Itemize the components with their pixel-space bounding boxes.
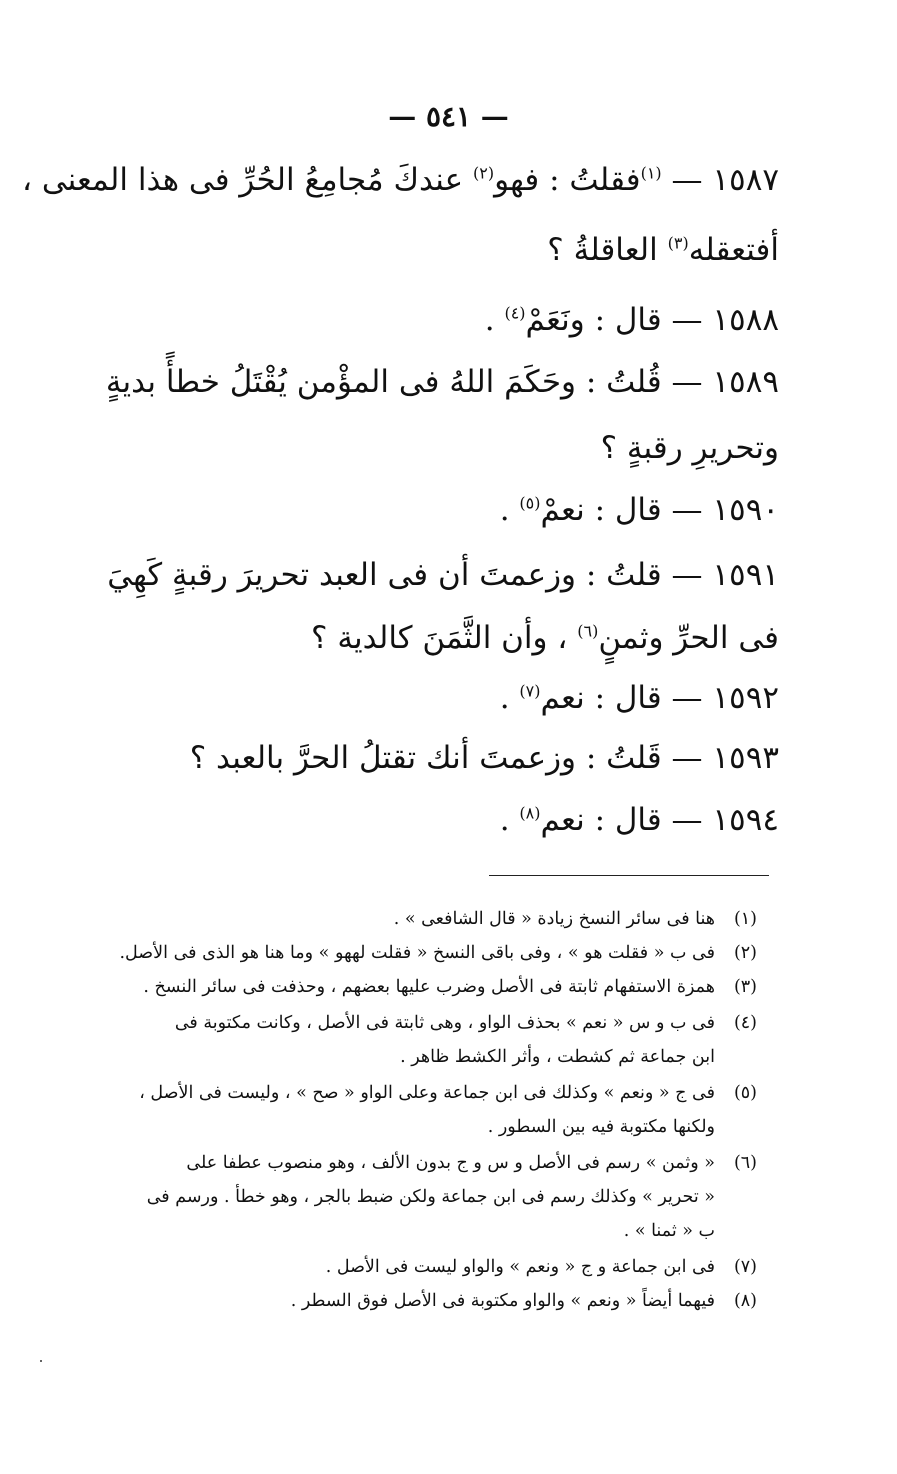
text-line: ١٥٩٣ — قَلتُ : وزعمتَ أنك تقتلُ الحرَّ بالعبد ؟ (189, 740, 779, 776)
footnote: (٧) فى ابن جماعة و ج « ونعم » والواو ليست فى الأصل . (325, 1257, 757, 1277)
scan-speck (40, 1360, 42, 1362)
page-number: — ٥٤١ — (388, 100, 509, 133)
footnote: (٣) همزة الاستفهام ثابتة فى الأصل وضرب عليها بعضهم ، وحذفت فى سائر النسخ . (143, 977, 757, 997)
text-line: ١٥٨٩ — قُلتُ : وحَكَمَ اللهُ فى المؤْمن يُقْتَلُ خطأً بديةٍ (105, 364, 779, 400)
footnote: (١) هنا فى سائر النسخ زيادة « قال الشافعى » . (393, 909, 757, 929)
text-line: ١٥٨٨ — قال : ونَعَمْ$^{(٤)}$ . (484, 302, 779, 338)
text-line: ١٥٩١ — قلتُ : وزعمتَ أن فى العبد تحريرَ رقبةٍ كَهِيَ (107, 557, 779, 593)
text-line: ١٥٩٤ — قال : نعم$^{(٨)}$ . (499, 802, 779, 838)
text-line: فى الحرِّ وثمنٍ$^{(٦)}$ ، وأن الثَّمَنَ كالدية ؟ (311, 620, 779, 656)
text-line: ١٥٩٠ — قال : نعمْ$^{(٥)}$ . (499, 492, 779, 528)
footnote: (٢) فى ب « فقلت هو » ، وفى باقى النسخ « فقلت لههو » وما هنا هو الذى فى الأصل. (119, 943, 757, 963)
text-line: أفتعقله$^{(٣)}$ العاقلةُ ؟ (547, 232, 779, 268)
text-line: ١٥٩٢ — قال : نعم$^{(٧)}$ . (499, 680, 779, 716)
footnote: (٦) « وثمن » رسم فى الأصل و س و ج بدون الألف ، وهو منصوب عطفا على « تحرير » وكذلك رسم فى ابن جماعة ولكن ضبط بالجر ، وهو خطأ . ورسم فى ب « ثمنا » . (146, 1153, 757, 1241)
text-line: وتحريرِ رقبةٍ ؟ (600, 430, 779, 466)
footnote-divider (489, 875, 769, 876)
footnote: (٨) فيهما أيضاً « ونعم » والواو مكتوبة فى الأصل فوق السطر . (290, 1291, 757, 1311)
text-line: ١٥٨٧ — $^{(١)}$فقلتُ : فهو$^{(٢)}$ عندكَ مُجامِعُ الحُرِّ فى هذا المعنى ، (21, 162, 779, 198)
footnote: (٤) فى ب و س « نعم » بحذف الواو ، وهى ثابتة فى الأصل ، وكانت مكتوبة فى ابن جماعة ثم كشطت ، وأثر الكشط ظاهر . (174, 1013, 757, 1067)
footnote: (٥) فى ج « ونعم » وكذلك فى ابن جماعة وعلى الواو « صح » ، وليست فى الأصل ، ولكنها مكتوبة فيه بين السطور . (139, 1083, 757, 1137)
